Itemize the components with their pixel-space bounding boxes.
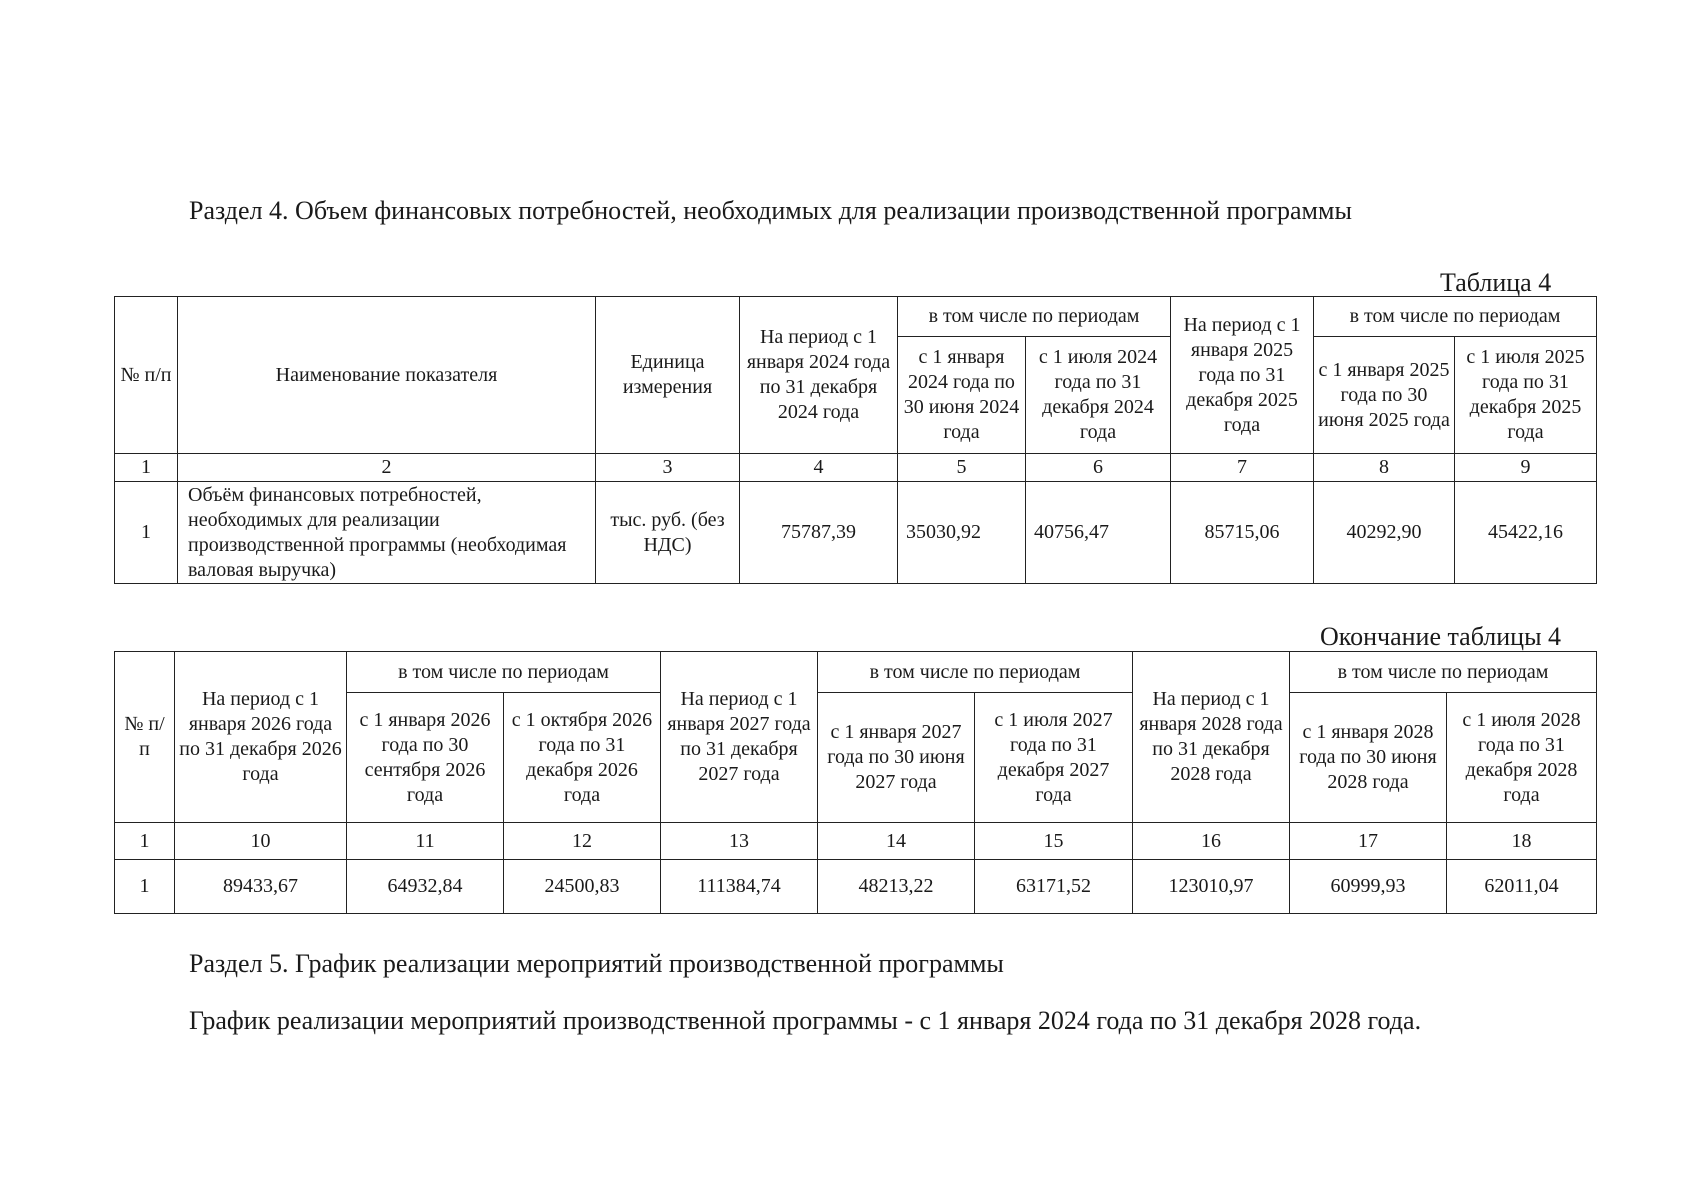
row-num: 1 <box>115 482 178 584</box>
column-number: 15 <box>975 823 1133 860</box>
column-number: 18 <box>1447 823 1597 860</box>
column-number: 5 <box>898 454 1026 482</box>
column-number-row <box>115 454 1597 482</box>
header-unit: Единица измерения <box>596 297 740 454</box>
header-period-2026: На период с 1 января 2026 года по 31 декабря 2026 года <box>175 652 347 823</box>
row-indicator-name: Объём финансовых потребностей, необходимых для реализации производственной программы (необходимая валовая выручка) <box>178 482 596 584</box>
column-number: 11 <box>347 823 504 860</box>
column-number: 17 <box>1290 823 1447 860</box>
header-indicator-name: Наименование показателя <box>178 297 596 454</box>
value-period-2027: 111384,74 <box>661 860 818 914</box>
table-row <box>115 482 1597 584</box>
value-h2-2028: 62011,04 <box>1447 860 1597 914</box>
header-period-2028: На период с 1 января 2028 года по 31 декабря 2028 года <box>1133 652 1290 823</box>
header-num: № п/п <box>115 652 175 823</box>
column-number: 2 <box>178 454 596 482</box>
value-h2-2027: 63171,52 <box>975 860 1133 914</box>
column-number: 3 <box>596 454 740 482</box>
column-number: 12 <box>504 823 661 860</box>
header-h2-2024: с 1 июля 2024 года по 31 декабря 2024 года <box>1026 337 1171 454</box>
column-number-row <box>115 823 1597 860</box>
value-period-2026: 89433,67 <box>175 860 347 914</box>
header-h1-2024: с 1 января 2024 года по 30 июня 2024 года <box>898 337 1026 454</box>
value-h1-2024: 35030,92 <box>898 482 1026 584</box>
row-unit: тыс. руб. (без НДС) <box>596 482 740 584</box>
value-h1-2027: 48213,22 <box>818 860 975 914</box>
table-4 <box>114 296 1597 584</box>
value-h1-2025: 40292,90 <box>1314 482 1455 584</box>
column-number: 6 <box>1026 454 1171 482</box>
value-p2-2026: 24500,83 <box>504 860 661 914</box>
header-h2-2028: с 1 июля 2028 года по 31 декабря 2028 года <box>1447 693 1597 823</box>
header-h1-2025: с 1 января 2025 года по 30 июня 2025 года <box>1314 337 1455 454</box>
column-number: 7 <box>1171 454 1314 482</box>
header-including-periods-2028: в том числе по периодам <box>1290 652 1597 693</box>
value-period-2024: 75787,39 <box>740 482 898 584</box>
header-p1-2026: с 1 января 2026 года по 30 сентября 2026 года <box>347 693 504 823</box>
header-p2-2026: с 1 октября 2026 года по 31 декабря 2026 года <box>504 693 661 823</box>
table-4-end-caption: Окончание таблицы 4 <box>1320 622 1562 651</box>
column-number: 1 <box>115 454 178 482</box>
header-including-periods-2026: в том числе по периодам <box>347 652 661 693</box>
column-number: 16 <box>1133 823 1290 860</box>
column-number: 14 <box>818 823 975 860</box>
value-h1-2028: 60999,93 <box>1290 860 1447 914</box>
header-num: № п/п <box>115 297 178 454</box>
section-5-text: График реализации мероприятий производственной программы - с 1 января 2024 года по 31 декабря 2028 года. <box>189 1006 1422 1035</box>
header-period-2024: На период с 1 января 2024 года по 31 декабря 2024 года <box>740 297 898 454</box>
header-h2-2027: с 1 июля 2027 года по 31 декабря 2027 года <box>975 693 1133 823</box>
section-4-heading: Раздел 4. Объем финансовых потребностей, необходимых для реализации производственной программы <box>189 196 1352 225</box>
header-h1-2027: с 1 января 2027 года по 30 июня 2027 года <box>818 693 975 823</box>
value-p1-2026: 64932,84 <box>347 860 504 914</box>
section-5-heading: Раздел 5. График реализации мероприятий производственной программы <box>189 949 1004 978</box>
header-including-periods-2025: в том числе по периодам <box>1314 297 1597 337</box>
header-h1-2028: с 1 января 2028 года по 30 июня 2028 года <box>1290 693 1447 823</box>
value-period-2025: 85715,06 <box>1171 482 1314 584</box>
value-h2-2025: 45422,16 <box>1455 482 1597 584</box>
value-h2-2024: 40756,47 <box>1026 482 1171 584</box>
column-number: 1 <box>115 823 175 860</box>
header-period-2025: На период с 1 января 2025 года по 31 декабря 2025 года <box>1171 297 1314 454</box>
value-period-2028: 123010,97 <box>1133 860 1290 914</box>
header-period-2027: На период с 1 января 2027 года по 31 декабря 2027 года <box>661 652 818 823</box>
header-h2-2025: с 1 июля 2025 года по 31 декабря 2025 года <box>1455 337 1597 454</box>
column-number: 9 <box>1455 454 1597 482</box>
column-number: 4 <box>740 454 898 482</box>
column-number: 8 <box>1314 454 1455 482</box>
row-num: 1 <box>115 860 175 914</box>
table-4-end <box>114 651 1597 914</box>
table-4-caption: Таблица 4 <box>1440 268 1552 297</box>
header-including-periods-2024: в том числе по периодам <box>898 297 1171 337</box>
header-including-periods-2027: в том числе по периодам <box>818 652 1133 693</box>
column-number: 10 <box>175 823 347 860</box>
table-row <box>115 860 1597 914</box>
column-number: 13 <box>661 823 818 860</box>
